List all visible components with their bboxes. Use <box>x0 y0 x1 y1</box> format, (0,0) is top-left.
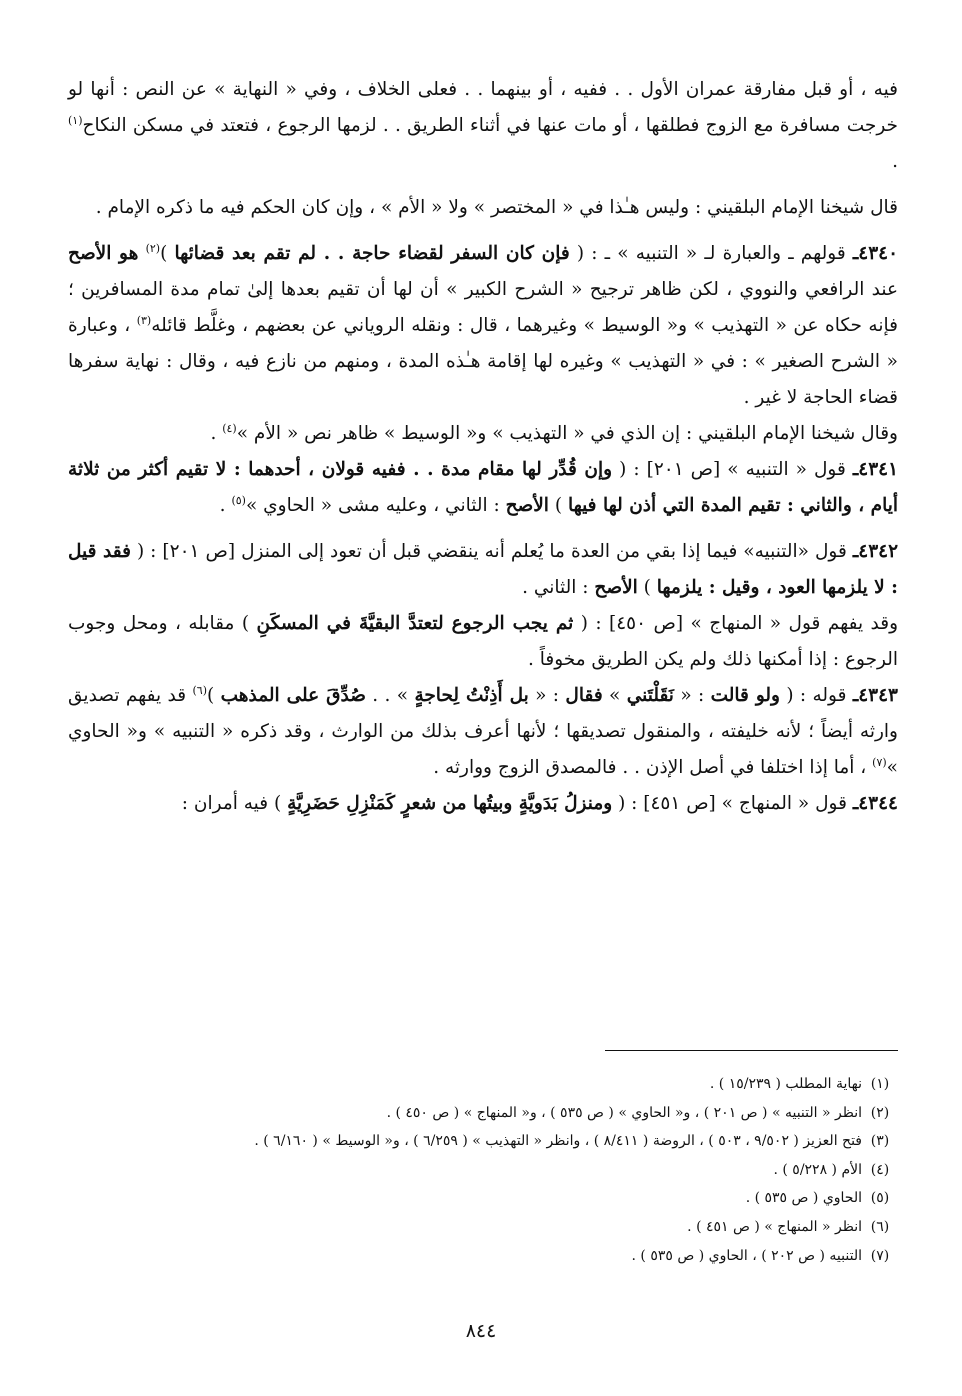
bold-text: ٤٣٤٠ـ <box>852 243 899 264</box>
paragraph-7 <box>68 678 898 786</box>
text-run: ) <box>548 495 568 516</box>
footnote-number: (٦) <box>870 1218 890 1235</box>
text-run: ، وعبارة « الشرح الصغير » : في « التهذيب » وغيره لها إقامة هـٰذه المدة ، ومنهم من نازع فيه ، وقال : نهاية سفرها قضاء الحاجة لا غير . <box>68 315 898 408</box>
footnote-text: التنبيه ( ص ٢٠٢ ) ، الحاوي ( ص ٥٣٥ ) . <box>631 1247 862 1264</box>
footnote-item <box>90 1213 898 1242</box>
bold-text: فإن كان السفر لقضاء حاجة . . لم تقم بعد قضائها <box>174 243 570 264</box>
paragraph-5 <box>68 534 898 606</box>
text-run: ، أما إذا اختلفا في أصل الإذن . . فالمصدق الزوج ووارثه . <box>433 757 873 778</box>
bold-text: الأصح <box>505 495 549 516</box>
text-run: فيه ، أو قبل مفارقة عمران الأول . . ففيه ، أو بينهما . . فعلى الخلاف ، وفي « النهاية » عن النص : أنها لو خرجت مسافرة مع الزوج فطلقها ، أو مات عنها في أثناء الطريق . . لزمها الرجوع ، فتعتد في مسكن النكاح <box>68 79 898 136</box>
bold-text: ٤٣٤٤ـ <box>852 793 898 814</box>
footnote-number: (٤) <box>870 1161 890 1178</box>
footnote-ref: (٣) <box>136 313 152 327</box>
footnote-number: (٥) <box>870 1190 890 1207</box>
paragraph-3 <box>68 416 898 452</box>
bold-text: ثم يجب الرجوع لتعتدَّ البقيَّةَ في المسكَنِ <box>256 613 574 634</box>
bold-text: فقد قيل : لا يلزمها العود ، وقيل : يلزمها <box>68 541 898 598</box>
footnote-item <box>90 1184 898 1213</box>
text-run: » . . <box>365 685 415 706</box>
bold-text: ولو قالت <box>710 685 780 706</box>
text-run: : « <box>528 685 566 706</box>
footnote-ref: (٢) <box>145 241 161 255</box>
footnote-text: الحاوي ( ص ٥٣٥ ) . <box>745 1190 862 1207</box>
text-run: قول «التنبيه» فيما إذا بقي من العدة ما يُعلم أنه ينقضي قبل أن تعود إلى المنزل [ص ٢٠١] : ( <box>130 541 853 562</box>
footnote-text: فتح العزيز ( ٩/٥٠٢ ، ٥٠٣ ) ، الروضة ( ٨/٤١١ ) ، وانظر « التهذيب » ( ٦/٢٥٩ ) ، و« الوسيط » ( ٦/١٦٠ ) . <box>254 1133 862 1150</box>
paragraph-6 <box>68 606 898 678</box>
text-run: قوله : ( <box>779 685 853 706</box>
footnote-item <box>90 1242 898 1271</box>
bold-text: فقال <box>565 685 603 706</box>
paragraph-8 <box>68 786 898 822</box>
footnote-item <box>90 1099 898 1128</box>
text-run: عند الرافعي والنووي ، لكن ظاهر ترجيح « الشرح الكبير » أن لها أن تقيم بعدها إلىٰ تمام مدة المسافرين ؛ فإنه حكاه عن « التهذيب » و« الوسيط » وغيرهما ، قال : ونقله الروياني عن بعضهم ، وغلَّط قائله <box>68 279 898 336</box>
text-run: قال شيخنا الإمام البلقيني : وليس هـٰذا في « المختصر » ولا « الأم » ، وإن كان الحكم فيه ما ذكره الإمام . <box>95 197 898 218</box>
footnote-text: انظر « المنهاج » ( ص ٤٥١ ) . <box>687 1218 862 1235</box>
text-run <box>138 243 145 264</box>
footnote-item <box>90 1156 898 1185</box>
footnote-divider <box>605 1050 898 1051</box>
text-run: . <box>892 151 898 172</box>
bold-text: ٤٣٤١ـ <box>852 459 899 480</box>
paragraph-1 <box>68 190 898 226</box>
text-run: وقال شيخنا الإمام البلقيني : إن الذي في « التهذيب » و« الوسيط » ظاهر نص « الأم » <box>236 423 898 444</box>
text-run: قد يفهم تصديق وارثه أيضاً ؛ لأنه خليفته ، والمنقول تصديقها ؛ لأنها أعرف بذلك من الوارث ، وقد ذكره « التنبيه » و« الحاوي » <box>68 685 898 778</box>
text-run: ) <box>207 685 221 706</box>
text-run: قولهم ـ والعبارة لـ « التنبيه » ـ : ( <box>569 243 853 264</box>
bold-text: ٤٣٤٣ـ <box>852 685 898 706</box>
bold-text: نَقَلْتَني <box>626 685 674 706</box>
bold-text: ومنزلُ بَدَويَّةٍ وبيتُها من شعرٍ كَمَنْزِلِ حَضَرِيَّةٍ <box>287 793 613 814</box>
text-run: وقد يفهم قول « المنهاج » [ص ٤٥٠] : ( <box>573 613 899 634</box>
text-run: قول « التنبيه » [ص ٢٠١] : ( <box>612 459 853 480</box>
bold-text: هو الأصح <box>68 243 139 264</box>
bold-text: الأصح <box>594 577 638 598</box>
footnote-number: (٧) <box>870 1247 890 1264</box>
page-number: ٨٤٤ <box>465 1320 497 1342</box>
main-text <box>68 72 898 822</box>
footnote-ref: (٦) <box>192 683 207 697</box>
footnote-ref: (٥) <box>231 493 246 507</box>
paragraph-2 <box>68 236 898 416</box>
bold-text: صُدِّقَ على المذهب <box>220 685 366 706</box>
paragraph-4 <box>68 452 898 524</box>
footnote-ref: (٤) <box>222 421 237 435</box>
footnote-ref: (٧) <box>872 755 887 769</box>
text-run: » <box>602 685 627 706</box>
text-run: : الثاني . <box>522 577 595 598</box>
paragraph-0 <box>68 72 898 180</box>
footnote-number: (٢) <box>870 1104 890 1121</box>
bold-text: وإن قُدِّر لها مقام مدة . . ففيه قولان ، أحدهما : لا تقيم أكثر من ثلاثة أيام ، والثاني : تقيم المدة التي أذن لها فيها <box>68 459 898 516</box>
footnote-text: نهاية المطلب ( ١٥/٢٣٩ ) . <box>709 1076 862 1092</box>
text-run: . <box>210 423 223 444</box>
text-run: ) مقابله ، ومحل وجوب الرجوع : إذا أمكنها ذلك ولم يكن الطريق مخوفاً . <box>68 613 898 670</box>
text-run: : الثاني ، وعليه مشى « الحاوي » <box>245 495 506 516</box>
bold-text: بل أَذِنْتُ لِحاجةٍ <box>414 685 529 706</box>
bold-text: ٤٣٤٢ـ <box>852 541 899 562</box>
footnote-item <box>90 1070 898 1099</box>
footnote-number: (١) <box>870 1076 890 1092</box>
text-run: . <box>219 495 232 516</box>
footnote-item <box>90 1127 898 1156</box>
footnote-number: (٣) <box>870 1133 890 1150</box>
footnotes <box>90 1070 898 1270</box>
footnote-text: انظر « التنبيه » ( ص ٢٠١ ) ، و« الحاوي » ( ص ٥٣٥ ) ، و« المنهاج » ( ص ٤٥٠ ) . <box>386 1104 862 1121</box>
text-run: ) <box>637 577 657 598</box>
text-run: : « <box>673 685 711 706</box>
text-run: قول « المنهاج » [ص ٤٥١] : ( <box>612 793 853 814</box>
text-run: ) فيه أمران : <box>181 793 288 814</box>
text-run: ) <box>160 243 175 264</box>
footnote-text: الأم ( ٥/٢٢٨ ) . <box>773 1161 862 1178</box>
footnote-ref: (١) <box>68 113 83 127</box>
